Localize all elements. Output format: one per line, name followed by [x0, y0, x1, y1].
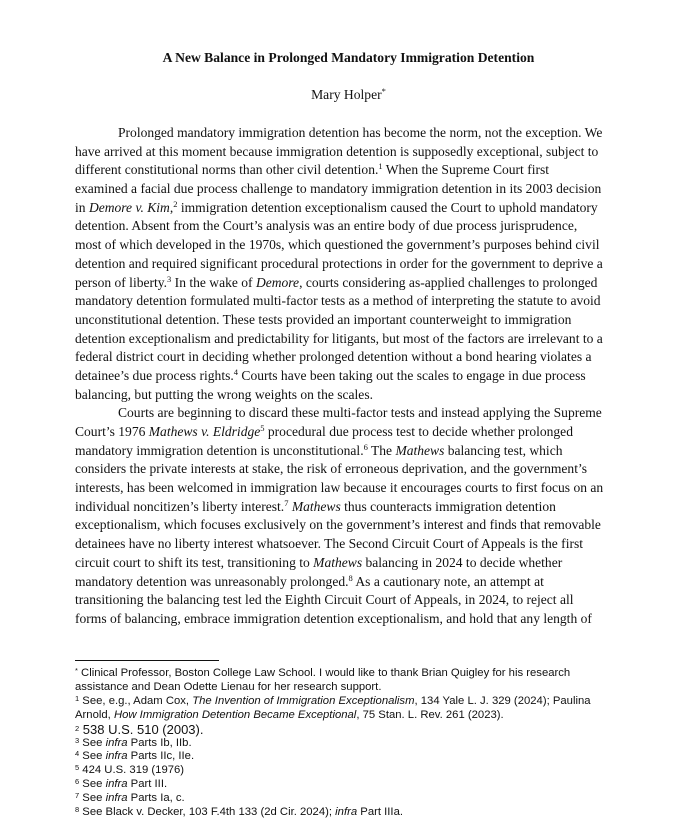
body-line: [75, 573, 627, 592]
text-run: detention exceptionalism and predictability for litigants, but most of the factors are irrelevant to a: [75, 330, 603, 346]
body-line: [75, 180, 627, 199]
body-line: [75, 404, 627, 423]
footnote-ref: 4: [233, 366, 239, 377]
author-footnote-mark: *: [381, 86, 386, 96]
footnote-line: [75, 695, 635, 709]
footnote-line: [75, 806, 635, 820]
body-line: [75, 255, 627, 274]
body-line: [75, 124, 627, 143]
italic-text: Demore: [255, 274, 300, 290]
footnote-line: [75, 681, 635, 695]
text-run: See: [79, 778, 106, 791]
italic-text: Mathews v. Eldridge: [148, 424, 261, 439]
text-run: , 134 Yale L. J. 329 (2024); Paulina: [414, 694, 591, 707]
text-run: different constitutional norms than other civil detention.: [75, 162, 379, 178]
footnotes: [75, 667, 635, 820]
text-run: interests, has been welcomed in immigration law because it encourages courts to first focus on an: [75, 480, 604, 496]
text-run: detention and required significant procedural protections in order for the government to deprive a: [75, 255, 603, 271]
text-run: , 75 Stan. L. Rev. 261 (2023).: [356, 708, 504, 721]
italic-text: infra: [105, 792, 128, 805]
italic-text: infra: [335, 806, 358, 819]
text-run: See: [79, 736, 106, 749]
body-line: [75, 479, 627, 498]
text-run: have arrived at this moment because immigration detention is supposedly exceptional, subject to: [75, 143, 599, 159]
footnote-ref: 8: [348, 572, 353, 583]
body-line: [75, 442, 627, 461]
body-line: [75, 143, 627, 162]
footnote-ref: 3: [75, 735, 80, 745]
body-line: [75, 161, 627, 180]
text-run: in: [75, 199, 89, 215]
text-run: transitioning the balancing test led the Eighth Circuit Court of Appeals, in 2024, to reject all: [75, 592, 574, 608]
text-run: detainee’s due process rights.: [75, 367, 234, 383]
footnote-line: [75, 778, 635, 792]
italic-text: Mathews: [395, 442, 445, 458]
body-line: [75, 367, 627, 386]
body-line: [75, 610, 627, 629]
footnote-ref: 8: [75, 805, 80, 815]
text-run: 538 U.S. 510 (2003).: [79, 721, 204, 737]
text-run: Parts Ia, c.: [127, 792, 185, 805]
text-run: Court’s 1976: [75, 424, 149, 439]
text-run: unconstitutional detention. These tests provided an important counterweight to immigration: [75, 311, 572, 327]
text-run: As a cautionary note, an attempt at: [352, 573, 544, 589]
text-run: federal district court in deciding whether prolonged detention without a bond hearing violates a: [75, 349, 592, 365]
text-run: Clinical Professor, Boston College Law School. I would like to thank Brian Quigley for his research: [77, 667, 571, 679]
text-run: See Black v. Decker, 103 F.4th 133 (2d Cir. 2024);: [79, 806, 336, 819]
body-line: [75, 460, 627, 479]
body-line: [75, 330, 627, 349]
text-run: most of which developed in the 1970s, which questioned the government’s purposes behind civil: [75, 237, 600, 253]
text-run: examined a facial due process challenge to mandatory immigration detention in its 2003 decision: [75, 181, 602, 197]
body-line: [75, 236, 627, 255]
footnote-line: [75, 737, 635, 751]
italic-text: How Immigration Detention Became Exceptional: [113, 708, 357, 721]
text-run: See: [79, 750, 106, 763]
footnote-ref: *: [75, 666, 78, 675]
text-run: mandatory immigration detention is unconstitutional.: [75, 442, 364, 458]
body-line: [75, 386, 627, 405]
text-run: Part IIIa.: [357, 806, 403, 819]
footnote-ref: 6: [75, 777, 80, 787]
footnote-ref: 7: [75, 791, 80, 801]
footnote-ref: 1: [378, 161, 383, 172]
italic-text: infra: [105, 750, 128, 763]
text-run: In the wake of: [171, 274, 256, 290]
text-run: exceptionalism, which focuses exclusively on the government’s interest and finds that removable: [75, 517, 601, 533]
text-run: detainees have no liberty interest whatsoever. The Second Circuit Court of Appeals is the first: [75, 536, 584, 552]
text-run: immigration detention exceptionalism caused the Court to uphold mandatory: [177, 199, 598, 215]
footnote-ref: 6: [363, 441, 368, 452]
text-run: person of liberty.: [75, 274, 168, 290]
text-run: , courts considering as-applied challenges to prolonged: [299, 274, 598, 290]
author-line: [0, 87, 697, 103]
body-text: [75, 124, 627, 629]
body-line: [75, 217, 627, 236]
body-line: [75, 423, 627, 442]
text-run: detention. Absent from the Court’s analysis was an entire body of due process jurisprudence,: [75, 218, 578, 234]
footnote-line: [75, 792, 635, 806]
text-run: 424 U.S. 319 (1976): [79, 764, 185, 777]
footnote-separator: [75, 660, 219, 661]
footnote-line: [75, 709, 635, 723]
footnote-ref: 4: [75, 749, 80, 759]
text-run: mandatory detention formulated multi-factor tests as a method of interpreting the statute to avoid: [75, 293, 601, 309]
text-run: mandatory detention was unreasonably prolonged.: [75, 573, 349, 589]
body-line: [75, 554, 627, 573]
body-line: [75, 591, 627, 610]
text-run: balancing, but putting the wrong weights on the scales.: [75, 386, 373, 402]
text-run: balancing in 2024 to decide whether: [362, 554, 563, 570]
body-line: [75, 311, 627, 330]
body-line: [75, 498, 627, 517]
text-run: forms of balancing, embrace immigration detention exceptionalism, and hold that any length of: [75, 610, 592, 626]
text-run: balancing test, which: [444, 442, 563, 458]
text-run: circuit court to shift its test, transitioning to: [75, 554, 314, 570]
text-run: considers the private interests at stake, the risk of erroneous deprivation, and the government’s: [75, 461, 587, 477]
body-line: [75, 348, 627, 367]
italic-text: The Invention of Immigration Exceptionalism: [192, 694, 415, 707]
text-run: See: [79, 792, 106, 805]
text-run: When the Supreme Court first: [382, 162, 550, 178]
text-run: Courts have been taking out the scales to engage in due process: [238, 367, 586, 383]
body-line: [75, 199, 627, 218]
text-run: See, e.g., Adam Cox,: [79, 694, 193, 707]
text-run: Prolonged mandatory immigration detention has become the norm, not the exception. We: [118, 125, 603, 140]
footnote-ref: 5: [75, 763, 80, 773]
footnote-ref: 1: [75, 693, 80, 703]
text-run: Arnold,: [75, 708, 114, 721]
text-run: procedural due process test to decide whether prolonged: [264, 424, 573, 439]
text-run: Parts Ib, IIb.: [127, 736, 192, 749]
footnote-line: [75, 750, 635, 764]
footnote-ref: 2: [173, 198, 178, 209]
italic-text: infra: [105, 778, 128, 791]
footnote-line: [75, 667, 635, 681]
footnote-line: [75, 764, 635, 778]
text-run: assistance and Dean Odette Lienau for her research support.: [75, 680, 382, 693]
author-name: Mary Holper: [311, 87, 382, 102]
page-title: A New Balance in Prolonged Mandatory Immigration Detention: [162, 50, 535, 65]
footnote-ref: 3: [167, 273, 172, 284]
italic-text: Mathews: [291, 498, 341, 514]
body-line: [75, 516, 627, 535]
text-run: The: [367, 442, 396, 458]
text-run: Parts IIc, IIe.: [127, 750, 195, 763]
italic-text: Demore v. Kim: [88, 199, 170, 215]
text-run: Courts are beginning to discard these multi-factor tests and instead applying the Supreme: [118, 405, 602, 421]
footnote-ref: 2: [75, 723, 80, 733]
body-line: [75, 292, 627, 311]
text-run: Part III.: [127, 778, 168, 791]
body-line: [75, 535, 627, 554]
footnote-ref: 7: [284, 497, 289, 508]
text-run: thus counteracts immigration detention: [340, 498, 556, 514]
footnote-line: [75, 723, 635, 737]
body-line: [75, 274, 627, 293]
italic-text: infra: [105, 736, 128, 749]
italic-text: Mathews: [313, 554, 363, 570]
footnote-ref: 5: [260, 423, 265, 433]
text-run: individual noncitizen’s liberty interest.: [75, 498, 285, 514]
text-run: ,: [169, 199, 174, 215]
